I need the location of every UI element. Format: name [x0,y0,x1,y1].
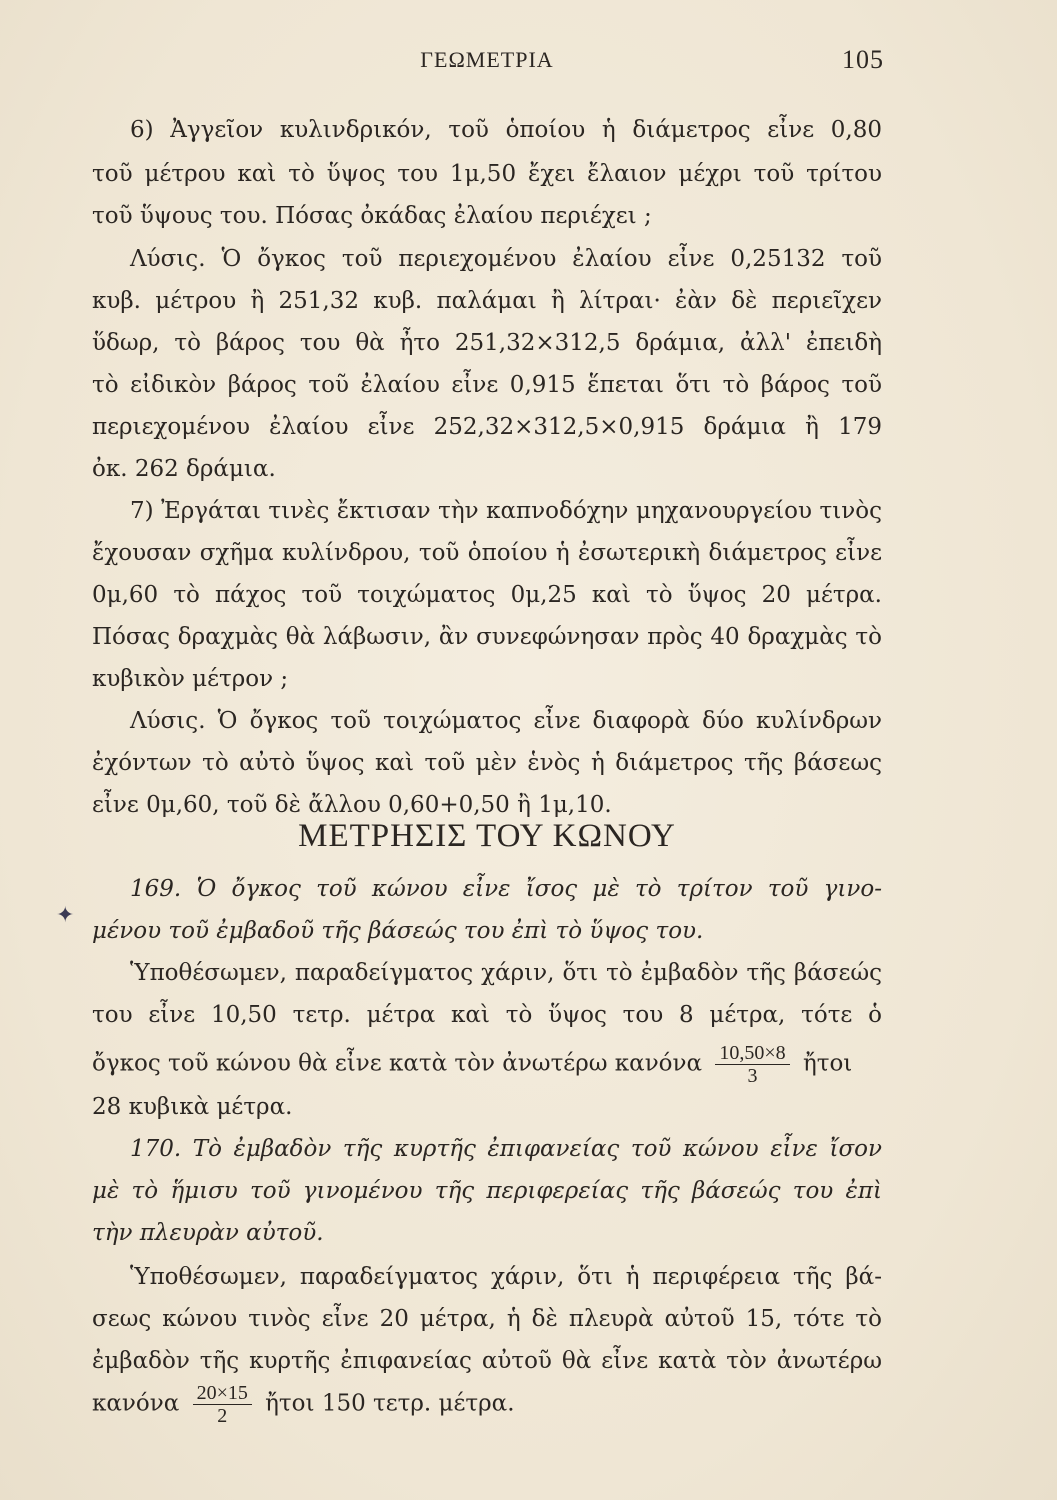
text-line: τοῦ μέτρου καὶ τὸ ὕψος του 1μ,50 ἔχει ἔλαιον μέχρι τοῦ τρίτου [92,161,882,187]
text-line: Λύσις. Ὁ ὄγκος τοῦ περιεχομένου ἐλαίου εἶνε 0,25132 τοῦ [130,246,882,272]
formula-text: ὄγκος τοῦ κώνου θὰ εἶνε κατὰ τὸν ἀνωτέρω κανόνα [92,1050,703,1077]
formula-line [92,1382,882,1427]
fraction-denominator: 2 [217,1405,228,1427]
text-line: ὕδωρ, τὸ βάρος του θὰ ἦτο 251,32×312,5 δράμια, ἀλλ' ἐπειδὴ [92,330,882,356]
text-line: εἶνε 0μ,60, τοῦ δὲ ἄλλου 0,60+0,50 ἢ 1μ,10. [92,792,612,818]
section-heading: ΜΕΤΡΗΣΙΣ ΤΟΥ ΚΩΝΟΥ [298,818,676,854]
text-line: κυβικὸν μέτρον ; [92,666,289,692]
text-line: Ὑποθέσωμεν, παραδείγματος χάριν, ὅτι ἡ περιφέρεια τῆς βά- [130,1264,882,1290]
text-line: σεως κώνου τινὸς εἶνε 20 μέτρα, ἡ δὲ πλευρὰ αὐτοῦ 15, τότε τὸ [92,1306,882,1332]
text-line: ὀκ. 262 δράμια. [92,456,276,482]
text-line: ἔχουσαν σχῆμα κυλίνδρου, τοῦ ὁποίου ἡ ἐσωτερικὴ διάμετρος εἶνε [92,540,882,566]
text-line: Πόσας δραχμὰς θὰ λάβωσιν, ἂν συνεφώνησαν πρὸς 40 δραχμὰς τὸ [92,624,882,650]
text-line: 0μ,60 τὸ πάχος τοῦ τοιχώματος 0μ,25 καὶ τὸ ὕψος 20 μέτρα. [92,582,882,608]
fraction-numerator: 10,50×8 [715,1042,789,1065]
theorem-line: 170. Τὸ ἐμβαδὸν τῆς κυρτῆς ἐπιφανείας τοῦ κώνου εἶνε ἴσον [130,1136,882,1162]
fraction [193,1382,252,1427]
fraction-denominator: 3 [747,1065,758,1087]
text-line: περιεχομένου ἐλαίου εἶνε 252,32×312,5×0,915 δράμια ἢ 179 [92,414,882,440]
text-line: 7) Ἐργάται τινὲς ἔκτισαν τὴν καπνοδόχην μηχανουργείου τινὸς [130,498,882,524]
text-line: κυβ. μέτρου ἢ 251,32 κυβ. παλάμαι ἢ λίτραι· ἐὰν δὲ περιεῖχεν [92,288,882,314]
text-line: 28 κυβικὰ μέτρα. [92,1094,293,1120]
margin-mark-icon: ✦ [56,903,75,928]
text-line: ἐμβαδὸν τῆς κυρτῆς ἐπιφανείας αὐτοῦ θὰ εἶνε κατὰ τὸν ἀνωτέρω [92,1348,882,1374]
text-line: τὸ εἰδικὸν βάρος τοῦ ἐλαίου εἶνε 0,915 ἕπεται ὅτι τὸ βάρος τοῦ [92,372,882,398]
theorem-line: τὴν πλευρὰν αὐτοῦ. [92,1220,324,1246]
text-line: Λύσις. Ὁ ὄγκος τοῦ τοιχώματος εἶνε διαφορὰ δύο κυλίνδρων [130,708,882,734]
text-line: Ὑποθέσωμεν, παραδείγματος χάριν, ὅτι τὸ ἐμβαδὸν τῆς βάσεώς [130,960,882,986]
formula-tail: ἤτοι 150 τετρ. μέτρα. [265,1390,515,1417]
theorem-line: μὲ τὸ ἥμισυ τοῦ γινομένου τῆς περιφερείας τῆς βάσεώς του ἐπὶ [92,1178,882,1204]
fraction [715,1042,789,1087]
running-title: ΓΕΩΜΕΤΡΙΑ [420,47,554,72]
text-line: ἐχόντων τὸ αὐτὸ ὕψος καὶ τοῦ μὲν ἑνὸς ἡ διάμετρος τῆς βάσεως [92,750,882,776]
fraction-numerator: 20×15 [193,1382,252,1405]
text-line: 6) Ἀγγεῖον κυλινδρικόν, τοῦ ὁποίου ἡ διάμετρος εἶνε 0,80 [130,117,882,143]
theorem-line: 169. Ὁ ὄγκος τοῦ κώνου εἶνε ἴσος μὲ τὸ τρίτον τοῦ γινο- [130,876,882,902]
text-line: τοῦ ὕψους του. Πόσας ὀκάδας ἐλαίου περιέχει ; [92,203,652,229]
theorem-line: μένου τοῦ ἐμβαδοῦ τῆς βάσεώς του ἐπὶ τὸ ὕψος του. [92,918,704,944]
formula-line [92,1042,882,1087]
text-line: του εἶνε 10,50 τετρ. μέτρα καὶ τὸ ὕψος του 8 μέτρα, τότε ὁ [92,1002,882,1028]
formula-tail: ἤτοι [802,1050,853,1077]
page-header [92,45,882,79]
page-number: 105 [842,45,884,74]
formula-text: κανόνα [92,1390,180,1417]
